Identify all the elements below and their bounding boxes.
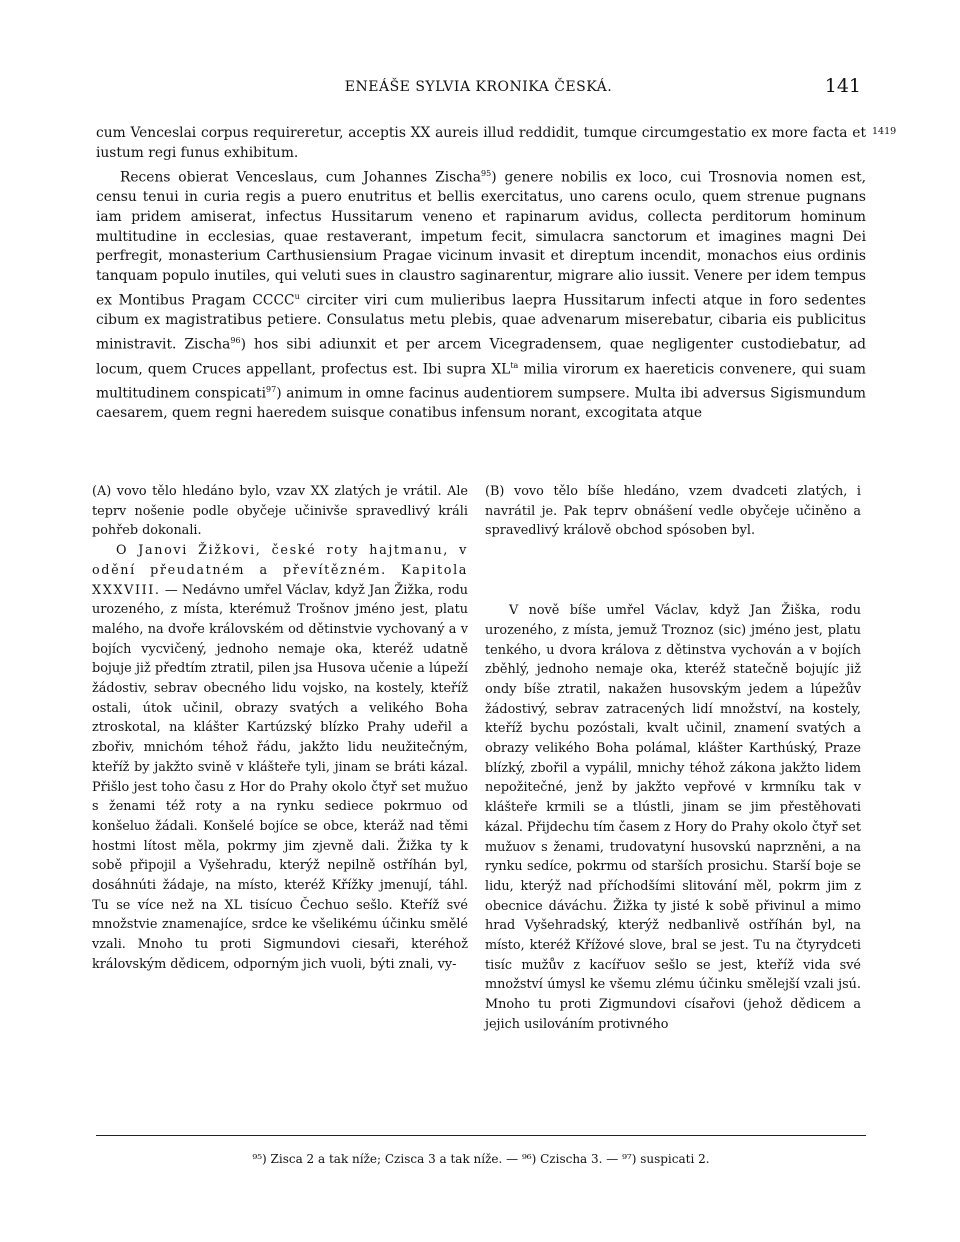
latin-text (96, 124, 866, 424)
footnote-ref-96: 96 (230, 336, 241, 346)
chapter-heading: O Janovi Žižkovi, české roty hajtmanu, v odění přeudatném a převítězném. Kapitola XXXVIII. (92, 543, 468, 598)
footnote-rule (96, 1135, 866, 1136)
margin-year-note: 1419 (872, 126, 897, 137)
version-b-paragraph-2: V nově bíše umřel Václav, když Jan Žiška, rodu urozeného, z místa, jemuž Troznoz (sic) jméno jest, platu tenkého, u dvora králova z dětinstva vychován a v bojích zběhlý, jednoho nemaje oka, kteréž statečně bojujíc již ondy bíše ztratil, nakažen husovským jedem a lúpežův žádostivý, sebrav zatracených lidí množství, na kostely, kteříž bychu pozóstali, kvalt učinil, znamení svatých a obrazy velikého Boha polámal, klášter Karthúský, Praze blízký, zbořil a vypálil, mnichy téhož zákona jakžto lidem nepožitečné, jenž by jakžto vepřové v krmníku tak v klášteře krmili se a tlústli, jinam se jim přestěhovati kázal. Přijdechu tím časem z Hory do Prahy okolo čtyř set mužuov s ženami, trudovatyní husovskú naprzněni, a na rynku sedíce, pokrmu od starších prosichu. Starší boje se lidu, kterýž nad příchodšími slitování měl, pokrm jim z obecnice dáváchu. Žižka ty jisté k sobě přivinul a mimo hrad Vyšehradský, kterýž nedbanlivě ostříhán byl, na místo, kteréž Křížové slove, bral se jest. Tu na čtyrydceti tisíc mužův z kacířuov sešlo se jest, kteříž vida své množství úmysl ke všemu zlému účinku smělejší vzali jsú. Mnoho tu proti Zigmundovi císařovi (jehož dědicem a jejich usilováním protivného (485, 603, 861, 1032)
latin-paragraph-1: cum Venceslai corpus requireretur, acceptis XX aureis illud reddidit, tumque circumgestatio ex more facta et iustum regi funus exhibitum. (96, 125, 866, 161)
latin-text-part: ) animum in omne facinus audentiorem sumpsere. Multa ibi adversus Sigismundum caesarem, quem regni haeredem suisque conatibus infensum norant, excogitata atque (96, 385, 867, 422)
superscript-ordinal: ta (510, 360, 519, 370)
latin-text-part: Recens obierat Venceslaus, cum Johannes Zischa (120, 169, 482, 186)
latin-text-part: ) genere nobilis ex loco, cui Trosnovia nomen est, censu tenui in curia regis a puero enutritus et bellis exercitatus, uno carens oculo, quem strenue pugnans iam pridem amiserat, infectus Hussitarum veneno et rapinarum avidus, collecta perditorum hominum multitudine in ecclesias, quae restaverant, impetum fecit, simulacra sanctorum et imagines magni Dei perfregit, monasterium Carthusiensium Pragae vicinum invasit et direptum incendit, monachos eius ordinis tanquam populo inutiles, qui veluti sues in claustro saginarentur, migrare alio iussit. Venere per idem tempus ex Montibus Pragam CCCC (96, 169, 866, 309)
running-title: ENEÁŠE SYLVIA KRONIKA ČESKÁ. (344, 79, 613, 95)
footnotes: ⁹⁵) Zisca 2 a tak níže; Czisca 3 a tak níže. — ⁹⁶) Czischa 3. — ⁹⁷) suspicati 2. (252, 1152, 710, 1166)
latin-paragraph-2 (96, 164, 866, 425)
latin-text-part: circiter viri cum mulieribus laepra Hussitarum infecti atque in foro sedentes cibum ex magistratibus petiere. Consulatus metu plebis, quae advenarum miserebatur, cibaria eis publicitus ministravit. Zischa (96, 292, 866, 353)
version-b-paragraph-1: (B) vovo tělo bíše hledáno, vzem dvadceti zlatých, i navrátil je. Pak teprv obnášení vedle obyčeje učiněno a spravedlivý králově obchod spósoben byl. (485, 484, 861, 539)
version-a-paragraph-2 (92, 541, 468, 974)
footnote-ref-95: 95 (481, 168, 492, 178)
version-a-paragraph-1: (A) vovo tělo hledáno bylo, vzav XX zlatých je vrátil. Ale teprv nošenie podle obyčeje učinivše spravedlivý králi pohřeb dokonali. (92, 484, 468, 539)
czech-version-a (92, 482, 468, 975)
latin-text-part: ) hos sibi adiunxit et per arcem Vicegradensem, quae negligenter custodiebatur, ad locum, quem Cruces appellant, profectus est. Ibi supra XL (96, 336, 867, 378)
page-number: 141 (824, 75, 861, 97)
footnote-ref-97: 97 (266, 384, 277, 394)
running-head (96, 75, 861, 97)
version-a-text: — Nedávno umřel Václav, když Jan Žižka, rodu urozeného, z místa, kterémuž Trošnov jméno jest, platu malého, na dvoře královském od dětinstvie vychovaný a v bojích vycvičený, jednoho nemaje oka, kteréž udatně bojuje již předtím ztratil, pilen jsa Husova učenie a lúpeží žádostiv, sebrav obecného lidu vojsko, na kostely, kteříž ostali, útok učinil, obrazy svatých a velikého Boha ztroskotal, na klášter Kartúzský blízko Prahy udeřil a zbořiv, mnichóm téhož řádu, jakžto lidu neužitečným, kteříž by jakžto svině v klášteře tyli, jinam se bráti kázal. Přišlo jest toho času z Hor do Prahy okolo čtyř set mužuo s ženami též roty a na rynku sediece pokrmuo od konšeluo žádali. Konšelé bojíce se obce, kteráž nad těmi hostmi lítost měla, pokrmy jim zjevně dali. Žižka ty k sobě připojil a Vyšehradu, kterýž nepilně ostříhán byl, dosáhnúti žádaje, na místo, kteréž Křížky jmenují, táhl. Tu se více než na XL tisícuo Čechuo sešlo. Kteříž své množstvie znamenajíce, srdce ke všelikému účinku smělé vzali. Mnoho tu proti Sigmundovi ciesaři, kteréhož královským dědicem, odporným jich vuoli, býti znali, vy- (92, 582, 468, 972)
superscript-ordinal: u (294, 291, 300, 301)
czech-version-b (485, 482, 861, 1035)
latin-text-part: milia virorum ex haereticis convenere, qui suam multitudinem conspicati (96, 361, 866, 402)
